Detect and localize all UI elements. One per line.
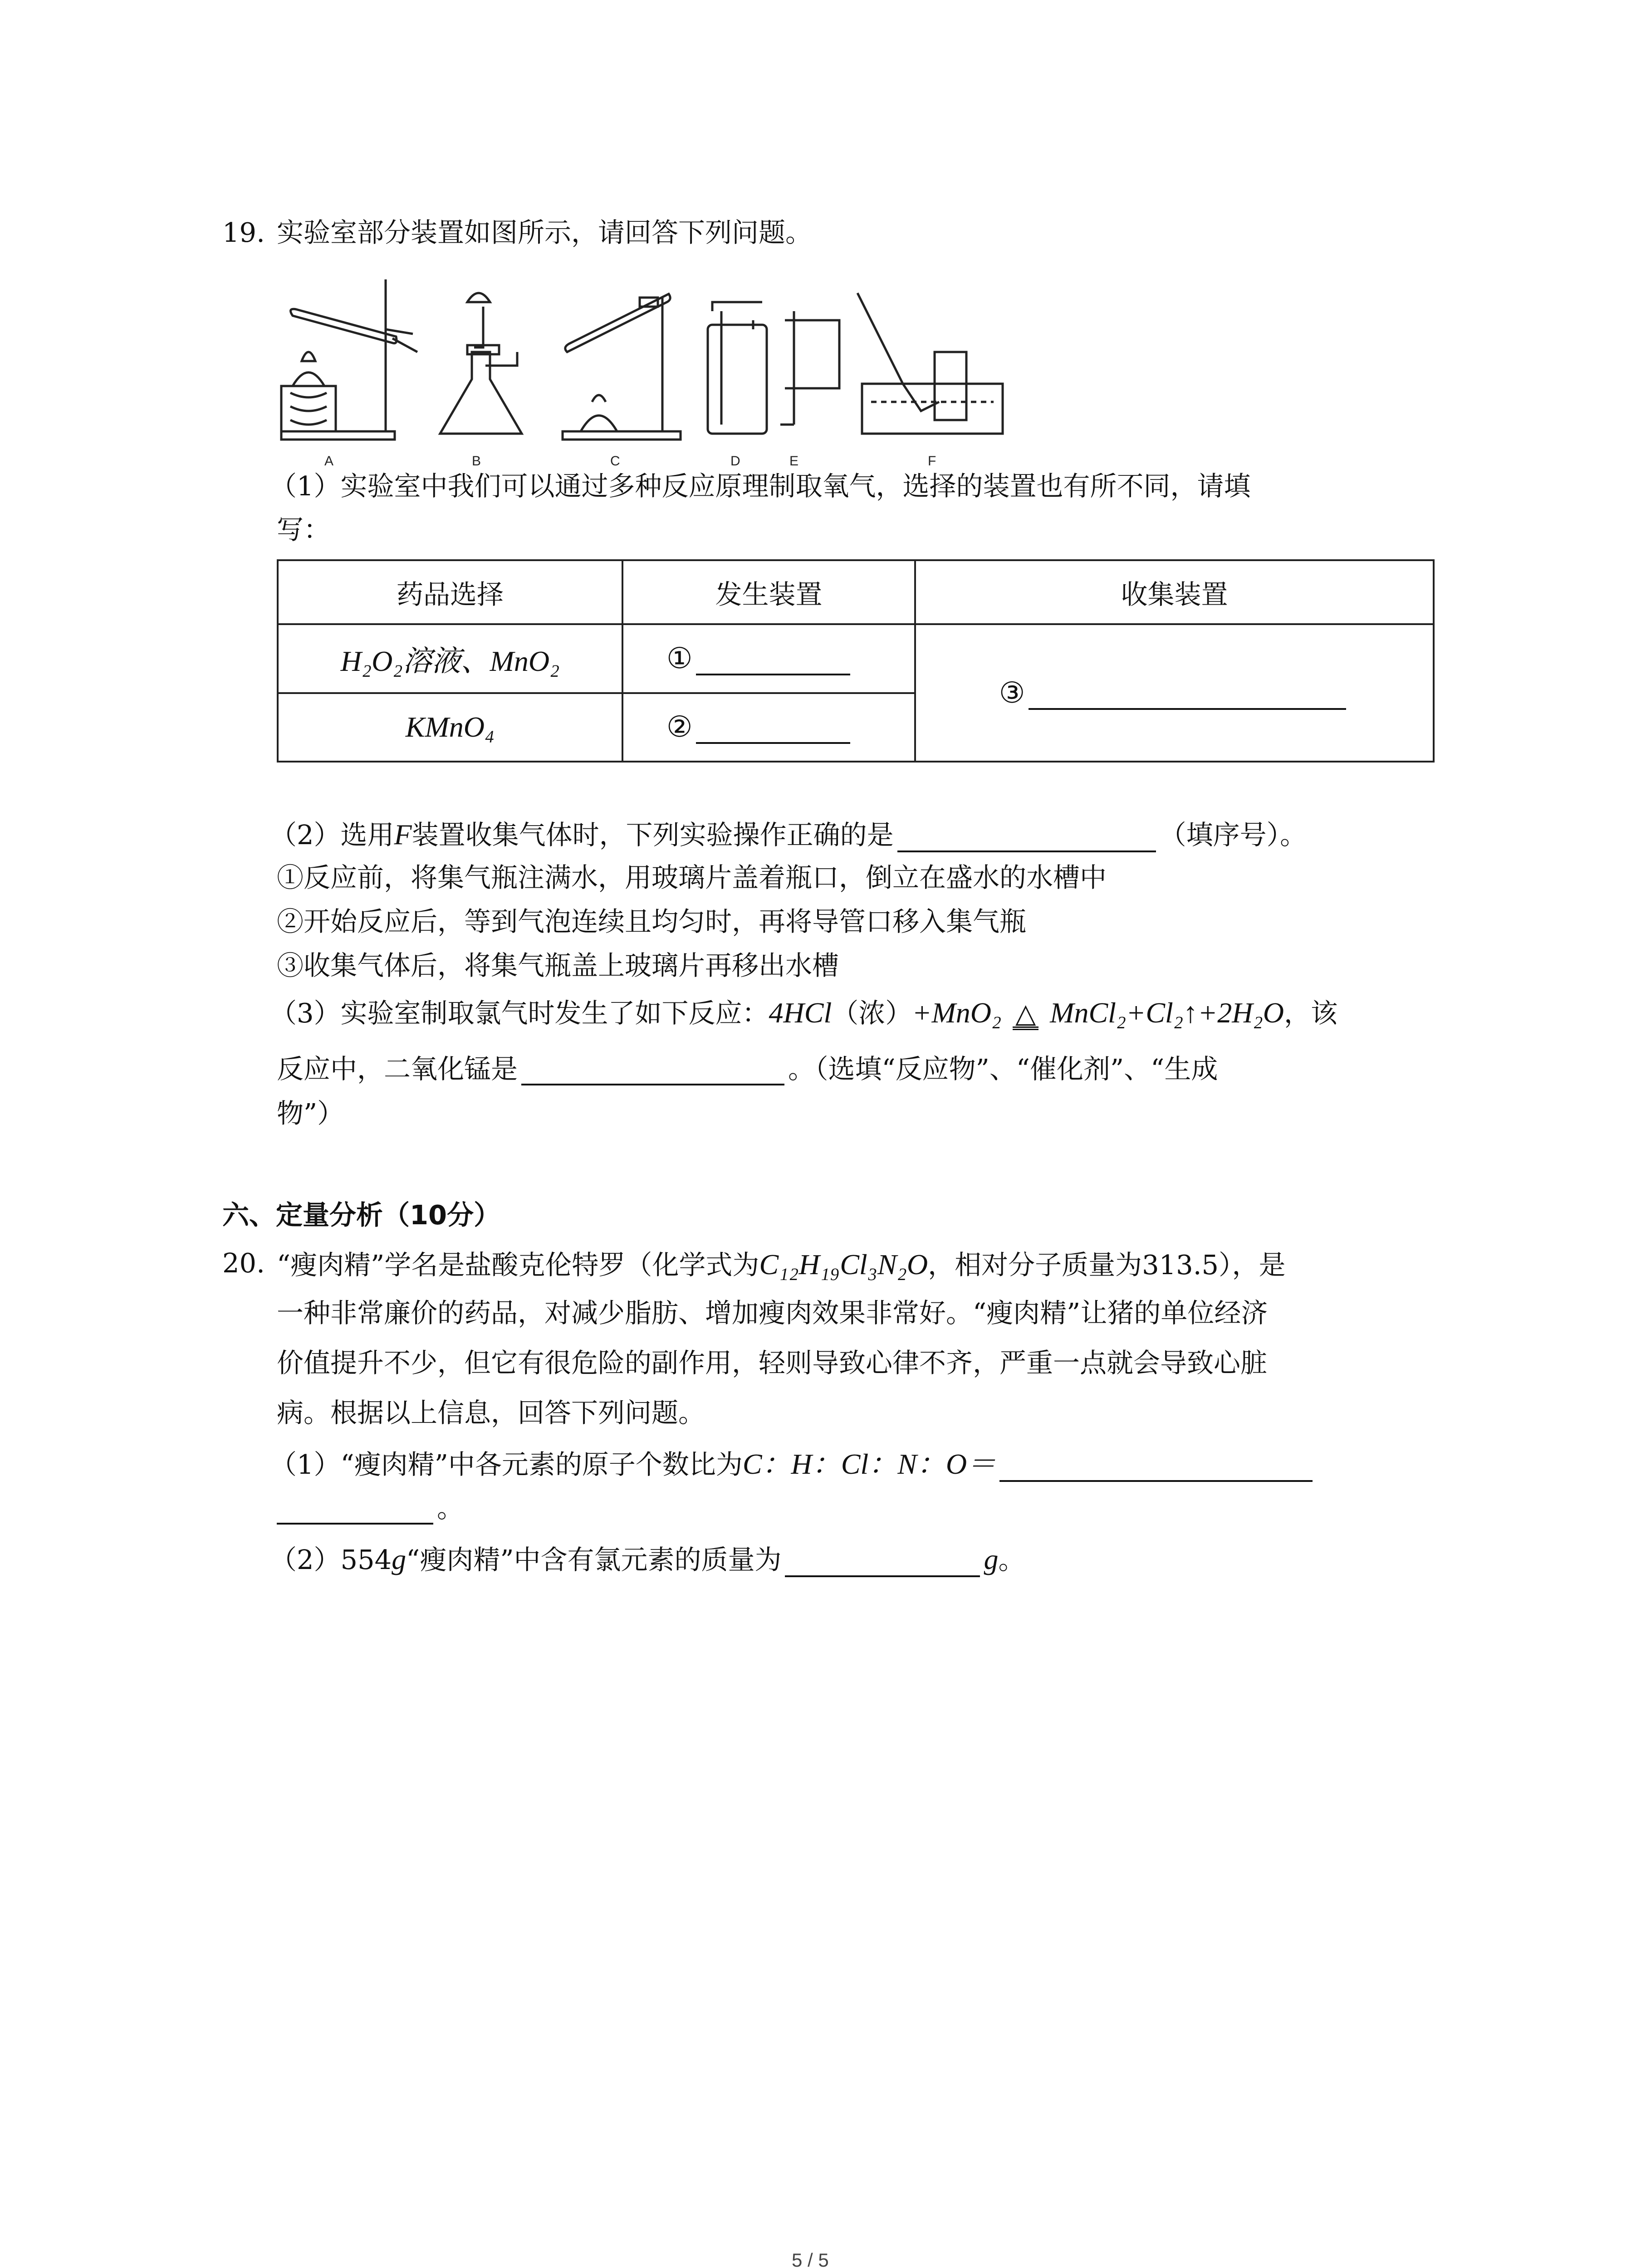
apparatus-label-e: E [789,454,799,469]
apparatus-f-icon [857,293,1003,434]
question-20-number: 20. [222,1247,265,1279]
q20-part1-cont: 。 [277,1492,464,1525]
table-row2-reagent: KMnO₄ [278,693,622,762]
apparatus-label-d: D [730,454,740,469]
apparatus-b-icon [440,293,522,434]
apparatus-e-icon [780,311,839,425]
q20-line4: 病。根据以上信息，回答下列问题。 [277,1397,705,1428]
q19-option-3: ③收集气体后，将集气瓶盖上玻璃片再移出水槽 [277,950,839,981]
q20-line3: 价值提升不少，但它有很危险的副作用，轻则导致心律不齐，严重一点就会导致心脏 [277,1347,1268,1378]
q19-part3-line1: （3）实验室制取氯气时发生了如下反应：4HCl（浓）+MnO₂ △ MnCl₂+Cl₂↑+2H₂O，该 [270,996,1337,1031]
apparatus-label-b: B [472,454,481,469]
question-19-stem: 实验室部分装置如图所示，请回答下列问题。 [277,217,813,248]
reagent-apparatus-table [277,559,1435,763]
lab-apparatus-figure [272,270,1016,470]
apparatus-label-c: C [610,454,620,469]
apparatus-a-icon [281,279,417,440]
q19-option-1: ①反应前，将集气瓶注满水，用玻璃片盖着瓶口，倒立在盛水的水槽中 [277,862,1107,893]
ratio-answer-blank-cont[interactable] [277,1495,433,1525]
reaction-condition: △ [1013,1000,1038,1030]
table-collector-blank[interactable]: ③ [915,624,1434,762]
q19-part3-line3: 物”） [277,1098,344,1129]
chlorine-mass-blank[interactable] [785,1547,980,1577]
table-row2-blank[interactable]: ② [622,693,915,762]
part3-answer-blank[interactable] [521,1056,784,1085]
q19-option-2: ②开始反应后，等到气泡连续且均匀时，再将导管口移入集气瓶 [277,906,1027,937]
q19-part1-line1: （1）实验室中我们可以通过多种反应原理制取氧气，选择的装置也有所不同，请填 [270,470,1251,502]
q19-part2: （2）选用F装置收集气体时，下列实验操作正确的是 （填序号）。 [270,817,1307,852]
q20-part1: （1）“瘦肉精”中各元素的原子个数比为C：H：Cl：N：O＝ [270,1447,1316,1482]
ratio-answer-blank[interactable] [999,1452,1313,1482]
table-row1-reagent: H₂O₂溶液、MnO₂ [278,624,622,693]
apparatus-c-icon [563,294,681,440]
question-19-number: 19. [222,217,265,248]
apparatus-label-a: A [324,454,334,469]
q20-line1: “瘦肉精”学名是盐酸克伦特罗（化学式为C₁₂H₁₉Cl₃N₂O，相对分子质量为313.5），是 [277,1248,1286,1281]
table-header-reagent: 药品选择 [278,560,622,624]
apparatus-d-icon [708,302,767,434]
q19-part1-line2: 写： [277,514,331,545]
q20-part2: （2）554g“瘦肉精”中含有氯元素的质量为 g。 [270,1542,1025,1577]
apparatus-label-f: F [928,454,936,469]
table-header-generator: 发生装置 [622,560,915,624]
page-number: 5 / 5 [792,2249,829,2268]
q19-part3-line2: 反应中，二氧化锰是 。（选填“反应物”、“催化剂”、“生成 [277,1053,1218,1085]
section-6-title: 六、定量分析（10分） [222,1199,501,1231]
q20-line2: 一种非常廉价的药品，对减少脂肪、增加瘦肉效果非常好。“瘦肉精”让猪的单位经济 [277,1297,1268,1329]
table-header-collector: 收集装置 [915,560,1434,624]
part2-answer-blank[interactable] [897,822,1156,852]
table-row1-blank[interactable]: ① [622,624,915,693]
